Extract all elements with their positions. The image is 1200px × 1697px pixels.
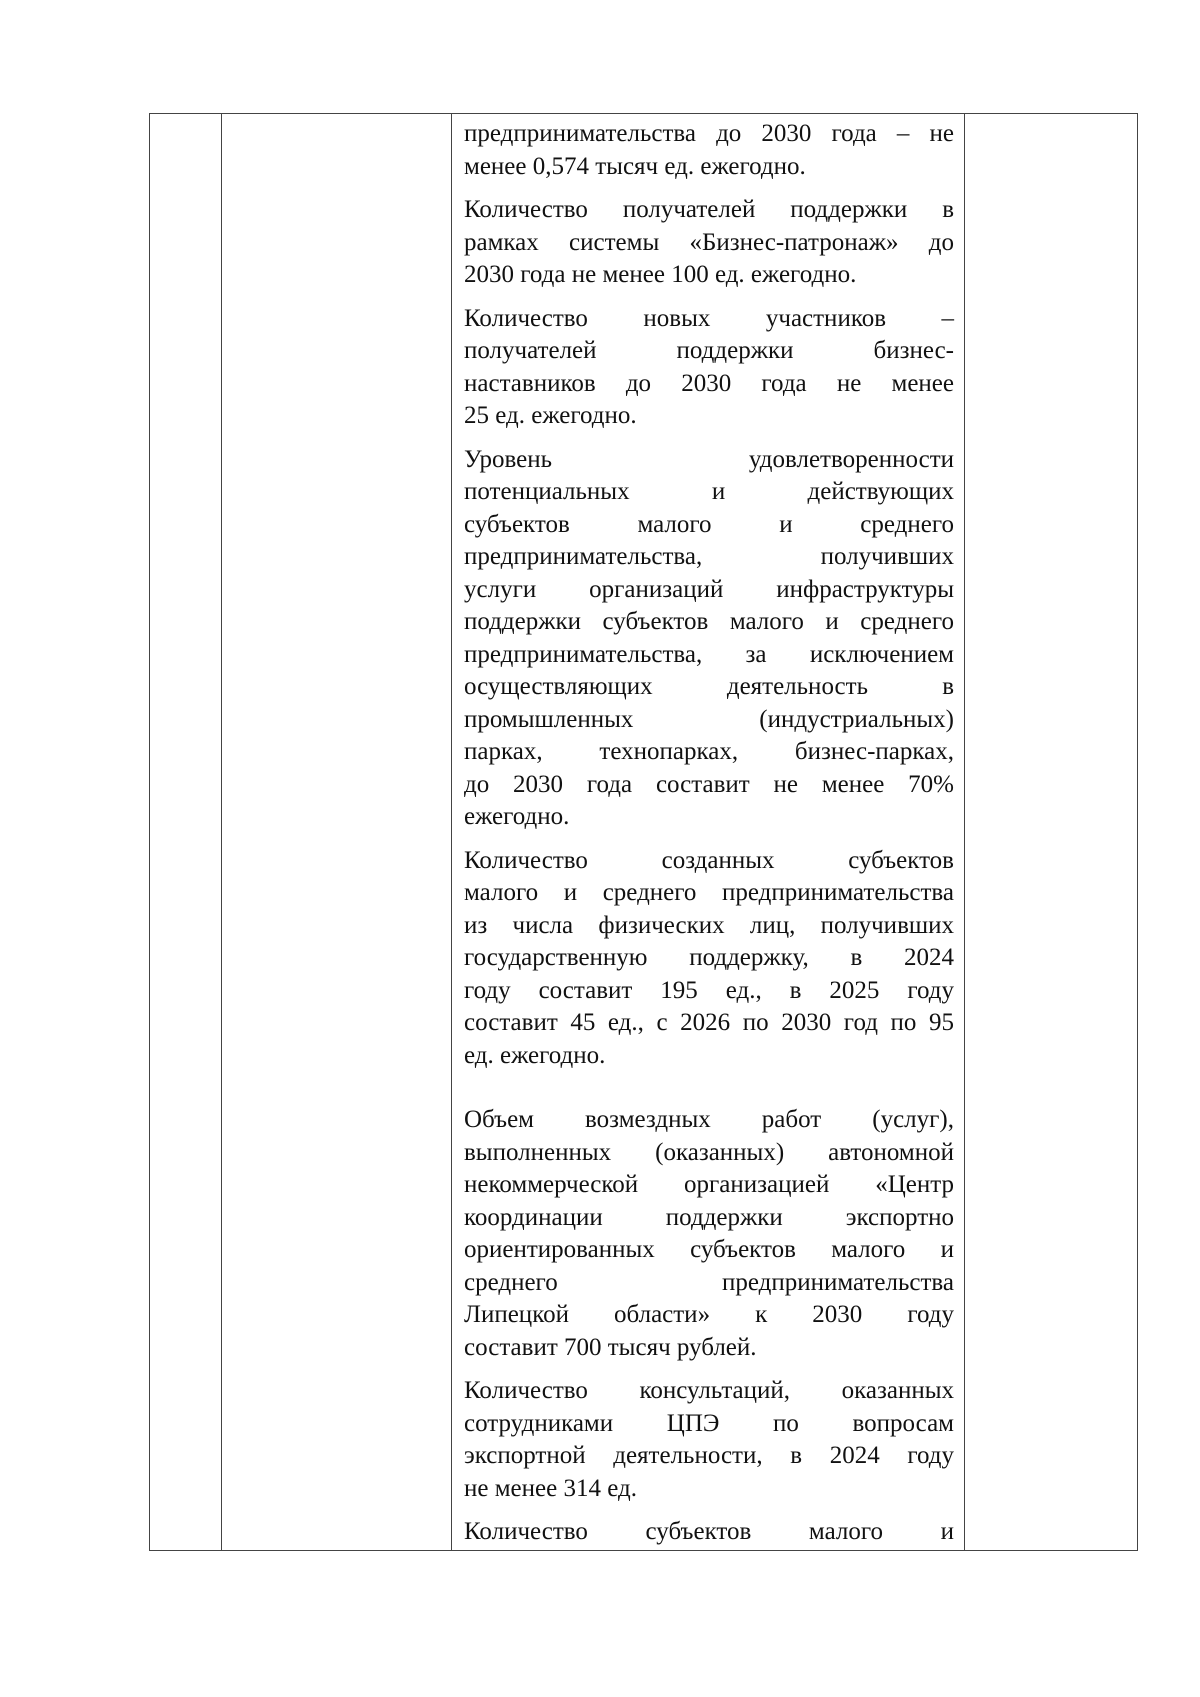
paragraph-line: сотрудниками ЦПЭ по вопросам <box>464 1409 954 1437</box>
paragraph-line: ориентированных субъектов малого и <box>464 1236 954 1263</box>
paragraph-line: предпринимательства, получивших <box>464 543 954 570</box>
paragraph-line: наставников до 2030 года не менее <box>464 369 954 397</box>
paragraph-line: потенциальных и действующих <box>464 478 954 505</box>
indicator-paragraph <box>464 1375 954 1505</box>
paragraph-line: ежегодно. <box>464 803 570 830</box>
indicator-paragraphs <box>464 118 954 1549</box>
indicator-paragraph <box>464 845 954 1073</box>
paragraph-line: составит 700 тысяч рублей. <box>464 1333 757 1361</box>
paragraph-line: Липецкой области» к 2030 году <box>464 1301 954 1328</box>
paragraph-line: до 2030 года составит не менее 70% <box>464 770 954 798</box>
indicator-paragraph <box>464 1516 954 1549</box>
paragraph-line: из числа физических лиц, получивших <box>464 911 954 939</box>
paragraph-line: Количество консультаций, оказанных <box>464 1377 954 1404</box>
paragraph-line: году составит 195 ед., в 2025 году <box>464 976 954 1004</box>
paragraph-line: Количество созданных субъектов <box>464 846 954 874</box>
paragraph-line: Количество новых участников – <box>464 304 954 332</box>
paragraph-line: предпринимательства до 2030 года – не <box>464 120 954 147</box>
paragraph-line: составит 45 ед., с 2026 по 2030 год по 95 <box>464 1009 954 1036</box>
paragraph-line: Объем возмездных работ (услуг), <box>464 1106 954 1133</box>
paragraph-line: предпринимательства, за исключением <box>464 640 954 668</box>
paragraph-line: 2030 года не менее 100 ед. ежегодно. <box>464 261 857 288</box>
paragraph-line: услуги организаций инфраструктуры <box>464 575 954 603</box>
document-table <box>149 113 1138 1551</box>
paragraph-line: ед. ежегодно. <box>464 1041 606 1069</box>
paragraph-line: осуществляющих деятельность в <box>464 673 954 700</box>
indicator-paragraph <box>464 1104 954 1364</box>
table-column-notes <box>965 114 1137 1550</box>
indicator-paragraph <box>464 194 954 292</box>
table-column-indicators <box>452 114 965 1550</box>
paragraph-line: рамках системы «Бизнес-патронаж» до <box>464 228 954 256</box>
paragraph-line: малого и среднего предпринимательства <box>464 879 954 906</box>
indicator-paragraph <box>464 303 954 433</box>
table-column-task <box>222 114 452 1550</box>
paragraph-line: Количество получателей поддержки в <box>464 196 954 223</box>
paragraph-line: Количество субъектов малого и <box>464 1518 954 1545</box>
table-column-number <box>150 114 222 1550</box>
paragraph-line: получателей поддержки бизнес- <box>464 337 954 364</box>
paragraph-line: некоммерческой организацией «Центр <box>464 1171 954 1198</box>
indicator-paragraph <box>464 444 954 834</box>
paragraph-line: выполненных (оказанных) автономной <box>464 1138 954 1166</box>
paragraph-line: субъектов малого и среднего <box>464 510 954 538</box>
paragraph-line: государственную поддержку, в 2024 <box>464 944 954 971</box>
paragraph-line: парках, технопарках, бизнес-парках, <box>464 738 954 765</box>
paragraph-line: экспортной деятельности, в 2024 году <box>464 1442 954 1469</box>
paragraph-line: поддержки субъектов малого и среднего <box>464 608 954 635</box>
paragraph-line: не менее 314 ед. <box>464 1474 637 1502</box>
paragraph-line: менее 0,574 тысяч ед. ежегодно. <box>464 152 806 180</box>
paragraph-line: координации поддержки экспортно <box>464 1203 954 1231</box>
indicator-paragraph <box>464 118 954 183</box>
paragraph-line: промышленных (индустриальных) <box>464 705 954 733</box>
paragraph-line: 25 ед. ежегодно. <box>464 402 637 429</box>
paragraph-line: среднего предпринимательства <box>464 1268 954 1296</box>
paragraph-line: Уровень удовлетворенности <box>464 445 954 473</box>
